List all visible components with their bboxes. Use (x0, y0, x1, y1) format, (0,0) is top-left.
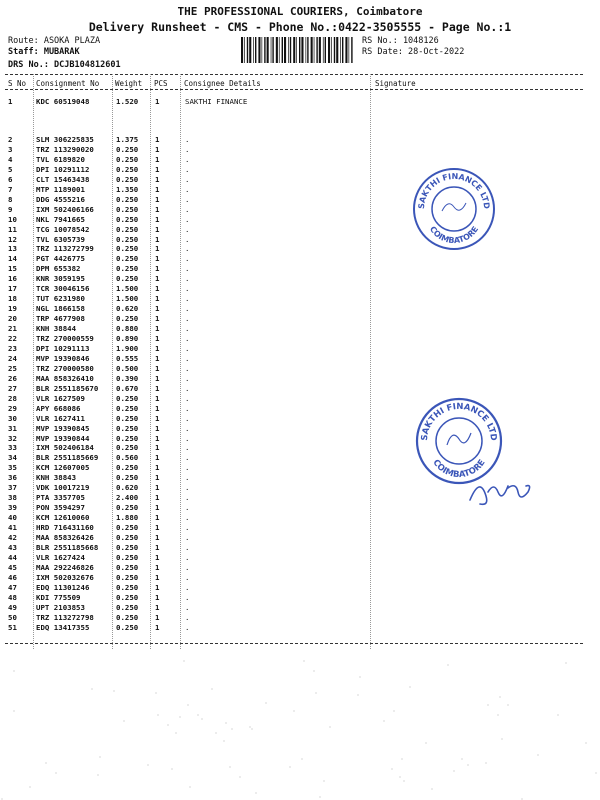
row-weight: 0.250 (116, 592, 139, 602)
scan-noise-icon (0, 660, 600, 800)
row-weight: 0.560 (116, 453, 139, 463)
barcode-icon (241, 37, 355, 63)
row-weight: 0.250 (116, 194, 139, 204)
row-weight: 0.250 (116, 602, 139, 612)
row-consignee: . (185, 254, 190, 264)
row-weight: 0.250 (116, 542, 139, 552)
row-consignee: . (185, 503, 190, 513)
row-pcs: 1 (155, 393, 160, 403)
row-pcs: 1 (155, 413, 160, 423)
row-sno: 12 (8, 234, 17, 244)
row-consignee: . (185, 423, 190, 433)
row-consignment-no: APY 668086 (36, 403, 81, 413)
row-consignee: . (185, 483, 190, 493)
row-consignment-no: PTA 3357705 (36, 493, 85, 503)
row-weight: 0.250 (116, 393, 139, 403)
row-consignment-no: TCG 10078542 (36, 224, 90, 234)
row-sno: 2 (8, 135, 13, 144)
row-weight: 0.250 (116, 562, 139, 572)
row-consignee: . (185, 542, 190, 552)
row-weight: 0.250 (116, 264, 139, 274)
row-consignment-no: KDC 60519048 (36, 97, 90, 106)
row-weight: 0.250 (116, 503, 139, 513)
row-pcs: 1 (155, 204, 160, 214)
row-consignment-no: HRD 716431160 (36, 523, 94, 533)
row-consignee: . (185, 513, 190, 523)
row-consignee: . (185, 453, 190, 463)
row-consignee: . (185, 343, 190, 353)
row-sno: 13 (8, 244, 17, 254)
row-sno: 36 (8, 473, 17, 483)
row-weight: 1.500 (116, 284, 139, 294)
row-weight: 0.390 (116, 373, 139, 383)
row-consignment-no: MAA 858326410 (36, 373, 94, 383)
row-pcs: 1 (155, 144, 160, 154)
row-consignee: . (185, 135, 190, 144)
row-consignment-no: BLR 2551185668 (36, 542, 99, 552)
header-rule-top (5, 74, 583, 75)
row-pcs: 1 (155, 244, 160, 254)
row-consignment-no: MAA 292246826 (36, 562, 94, 572)
row-consignee: . (185, 194, 190, 204)
row-consignment-no: TUT 6231980 (36, 294, 85, 304)
row-weight: 0.890 (116, 334, 139, 343)
row-consignee: . (185, 552, 190, 562)
row-weight: 0.250 (116, 314, 139, 324)
row-weight: 1.520 (116, 97, 139, 106)
column-divider (150, 74, 151, 649)
row-pcs: 1 (155, 97, 160, 106)
row-pcs: 1 (155, 154, 160, 164)
row-consignment-no: MTP 1189001 (36, 184, 85, 194)
row-pcs: 1 (155, 304, 160, 314)
staff-label: Staff: MUBARAK (8, 47, 80, 57)
row-consignee: . (185, 363, 190, 373)
row-consignment-no: DPI 10291113 (36, 343, 90, 353)
row-consignment-no: TRZ 113290020 (36, 144, 94, 154)
row-sno: 33 (8, 443, 17, 453)
row-consignee: . (185, 562, 190, 572)
header-signature: Signature (375, 79, 416, 88)
row-consignee: . (185, 592, 190, 602)
row-weight: 0.250 (116, 423, 139, 433)
row-sno: 39 (8, 503, 17, 513)
row-sno: 42 (8, 533, 17, 542)
row-consignment-no: VLR 1627424 (36, 552, 85, 562)
row-weight: 0.250 (116, 413, 139, 423)
row-sno: 25 (8, 363, 17, 373)
row-pcs: 1 (155, 353, 160, 363)
row-sno: 50 (8, 612, 17, 622)
row-consignee: . (185, 433, 190, 443)
rs-date: RS Date: 28-Oct-2022 (362, 47, 465, 57)
row-consignment-no: DDG 4555216 (36, 194, 85, 204)
row-consignee: . (185, 184, 190, 194)
row-pcs: 1 (155, 513, 160, 523)
row-pcs: 1 (155, 403, 160, 413)
row-weight: 2.400 (116, 493, 139, 503)
row-consignment-no: TVL 6189820 (36, 154, 85, 164)
row-pcs: 1 (155, 503, 160, 513)
row-sno: 28 (8, 393, 17, 403)
row-consignment-no: TRZ 270000580 (36, 363, 94, 373)
row-consignment-no: TVL 6305739 (36, 234, 85, 244)
row-sno: 45 (8, 562, 17, 572)
row-consignment-no: MAA 858326426 (36, 533, 94, 542)
row-sno: 48 (8, 592, 17, 602)
row-sno: 43 (8, 542, 17, 552)
row-weight: 0.250 (116, 612, 139, 622)
row-pcs: 1 (155, 483, 160, 493)
row-consignee: . (185, 493, 190, 503)
row-pcs: 1 (155, 383, 160, 393)
row-pcs: 1 (155, 254, 160, 264)
row-sno: 18 (8, 294, 17, 304)
row-weight: 0.880 (116, 324, 139, 334)
row-pcs: 1 (155, 592, 160, 602)
row-weight: 1.375 (116, 135, 139, 144)
row-weight: 0.250 (116, 204, 139, 214)
row-weight: 0.250 (116, 582, 139, 592)
row-pcs: 1 (155, 184, 160, 194)
row-weight: 0.250 (116, 154, 139, 164)
row-pcs: 1 (155, 463, 160, 473)
row-weight: 0.620 (116, 304, 139, 314)
row-pcs: 1 (155, 433, 160, 443)
row-consignment-no: IXM 502406184 (36, 443, 94, 453)
row-weight: 0.670 (116, 383, 139, 393)
row-weight: 0.250 (116, 463, 139, 473)
row-pcs: 1 (155, 493, 160, 503)
row-consignee: . (185, 224, 190, 234)
row-pcs: 1 (155, 373, 160, 383)
row-sno: 23 (8, 343, 17, 353)
row-sno: 10 (8, 214, 17, 224)
row-weight: 0.250 (116, 473, 139, 483)
row-pcs: 1 (155, 334, 160, 343)
row-consignment-no: KCM 12610060 (36, 513, 90, 523)
row-sno: 6 (8, 174, 13, 184)
row-pcs: 1 (155, 214, 160, 224)
row-pcs: 1 (155, 453, 160, 463)
row-sno: 8 (8, 194, 13, 204)
row-pcs: 1 (155, 602, 160, 612)
row-pcs: 1 (155, 274, 160, 284)
row-consignee: . (185, 294, 190, 304)
row-consignment-no: PGT 4426775 (36, 254, 85, 264)
row-consignee: . (185, 264, 190, 274)
row-consignment-no: TCR 30046156 (36, 284, 90, 294)
row-consignee: . (185, 602, 190, 612)
row-sno: 21 (8, 324, 17, 334)
row-sno: 17 (8, 284, 17, 294)
row-pcs: 1 (155, 562, 160, 572)
row-sno: 15 (8, 264, 17, 274)
row-weight: 0.250 (116, 433, 139, 443)
row-sno: 16 (8, 274, 17, 284)
row-consignment-no: KNR 3059195 (36, 274, 85, 284)
row-sno: 24 (8, 353, 17, 363)
row-pcs: 1 (155, 363, 160, 373)
row-sno: 9 (8, 204, 13, 214)
row-consignee: . (185, 214, 190, 224)
row-pcs: 1 (155, 343, 160, 353)
column-divider (180, 74, 181, 649)
row-pcs: 1 (155, 264, 160, 274)
row-consignee: . (185, 413, 190, 423)
row-consignee: . (185, 144, 190, 154)
header-rule-bottom (5, 89, 583, 90)
handwritten-signature-icon (462, 470, 542, 510)
row-sno: 35 (8, 463, 17, 473)
row-pcs: 1 (155, 622, 160, 632)
row-pcs: 1 (155, 294, 160, 304)
row-pcs: 1 (155, 582, 160, 592)
row-pcs: 1 (155, 473, 160, 483)
row-sno: 20 (8, 314, 17, 324)
header-consignee: Consignee Details (184, 79, 261, 88)
row-consignee: . (185, 164, 190, 174)
row-consignment-no: IXM 502032676 (36, 572, 94, 582)
row-consignee: . (185, 284, 190, 294)
column-divider (112, 74, 113, 649)
row-consignee: . (185, 314, 190, 324)
row-weight: 0.250 (116, 214, 139, 224)
row-pcs: 1 (155, 164, 160, 174)
table-rule-end (5, 643, 583, 644)
row-sno: 44 (8, 552, 17, 562)
row-consignee: . (185, 353, 190, 363)
row-pcs: 1 (155, 174, 160, 184)
row-consignee: . (185, 373, 190, 383)
row-consignee: . (185, 334, 190, 343)
column-divider (33, 74, 34, 649)
row-consignee: . (185, 393, 190, 403)
row-consignee: . (185, 443, 190, 453)
row-sno: 5 (8, 164, 13, 174)
row-consignment-no: VLR 1627509 (36, 393, 85, 403)
row-consignment-no: DPI 10291112 (36, 164, 90, 174)
svg-text:SAKTHI FINANCE LTD: SAKTHI FINANCE LTD (416, 171, 492, 210)
row-pcs: 1 (155, 612, 160, 622)
row-pcs: 1 (155, 324, 160, 334)
row-sno: 1 (8, 97, 13, 106)
row-weight: 0.250 (116, 254, 139, 264)
row-sno: 38 (8, 493, 17, 503)
header-weight: Weight (115, 79, 143, 88)
row-weight: 0.250 (116, 552, 139, 562)
row-sno: 30 (8, 413, 17, 423)
row-consignment-no: DPM 655382 (36, 264, 81, 274)
row-consignment-no: KNH 38844 (36, 324, 77, 334)
row-consignee: . (185, 473, 190, 483)
row-sno: 37 (8, 483, 17, 493)
row-sno: 32 (8, 433, 17, 443)
row-consignment-no: MVP 19390846 (36, 353, 90, 363)
row-sno: 47 (8, 582, 17, 592)
document-title: THE PROFESSIONAL COURIERS, Coimbatore (177, 5, 423, 18)
row-consignee: . (185, 244, 190, 254)
row-weight: 0.250 (116, 164, 139, 174)
row-sno: 41 (8, 523, 17, 533)
row-sno: 26 (8, 373, 17, 383)
row-sno: 51 (8, 622, 17, 632)
row-pcs: 1 (155, 552, 160, 562)
row-weight: 1.880 (116, 513, 139, 523)
row-consignment-no: BLR 2551185670 (36, 383, 99, 393)
row-weight: 0.620 (116, 483, 139, 493)
route-label: Route: ASOKA PLAZA (8, 36, 101, 46)
row-consignment-no: KNH 38843 (36, 473, 77, 483)
row-weight: 1.900 (116, 343, 139, 353)
row-consignment-no: MVP 19390844 (36, 433, 90, 443)
row-weight: 1.350 (116, 184, 139, 194)
row-weight: 0.250 (116, 523, 139, 533)
row-consignment-no: TRZ 113272798 (36, 612, 94, 622)
row-weight: 0.250 (116, 144, 139, 154)
row-consignee: . (185, 582, 190, 592)
row-sno: 3 (8, 144, 13, 154)
row-consignee: . (185, 274, 190, 284)
row-consignee: . (185, 523, 190, 533)
drs-number: DRS No.: DCJB104812601 (8, 60, 121, 70)
row-consignment-no: KCM 12607005 (36, 463, 90, 473)
row-consignment-no: UPT 2103853 (36, 602, 85, 612)
row-pcs: 1 (155, 224, 160, 234)
row-consignment-no: CLT 15463438 (36, 174, 90, 184)
row-sno: 40 (8, 513, 17, 523)
svg-text:COIMBATORE: COIMBATORE (430, 457, 488, 481)
row-consignee: . (185, 324, 190, 334)
row-sno: 29 (8, 403, 17, 413)
row-pcs: 1 (155, 234, 160, 244)
row-pcs: 1 (155, 194, 160, 204)
row-pcs: 1 (155, 284, 160, 294)
row-sno: 7 (8, 184, 13, 194)
row-sno: 31 (8, 423, 17, 433)
row-consignment-no: PON 3594297 (36, 503, 85, 513)
row-weight: 0.250 (116, 533, 139, 542)
row-pcs: 1 (155, 135, 160, 144)
row-weight: 0.250 (116, 622, 139, 632)
row-consignee: . (185, 403, 190, 413)
row-sno: 49 (8, 602, 17, 612)
row-consignee: . (185, 622, 190, 632)
row-consignee: . (185, 174, 190, 184)
header-sno: S No (8, 79, 27, 88)
row-pcs: 1 (155, 443, 160, 453)
row-pcs: 1 (155, 572, 160, 582)
row-pcs: 1 (155, 523, 160, 533)
svg-text:COIMBATORE: COIMBATORE (427, 224, 481, 246)
row-consignee: . (185, 154, 190, 164)
row-pcs: 1 (155, 533, 160, 542)
row-consignee: . (185, 533, 190, 542)
row-weight: 0.250 (116, 403, 139, 413)
row-consignee: . (185, 234, 190, 244)
row-consignee: . (185, 612, 190, 622)
row-sno: 22 (8, 334, 17, 343)
row-consignment-no: EDQ 11301246 (36, 582, 90, 592)
row-sno: 46 (8, 572, 17, 582)
column-divider (370, 74, 371, 649)
runsheet-subtitle: Delivery Runsheet - CMS - Phone No.:0422-3505555 - Page No.:1 (88, 20, 512, 34)
row-weight: 0.500 (116, 363, 139, 373)
row-pcs: 1 (155, 314, 160, 324)
row-weight: 0.250 (116, 234, 139, 244)
row-consignment-no: TRZ 270000559 (36, 334, 94, 343)
svg-text:SAKTHI FINANCE LTD: SAKTHI FINANCE LTD (419, 401, 499, 442)
row-weight: 0.250 (116, 572, 139, 582)
row-weight: 0.250 (116, 224, 139, 234)
rs-number: RS No.: 1048126 (362, 36, 439, 46)
row-consignee: . (185, 383, 190, 393)
row-sno: 14 (8, 254, 17, 264)
header-consignment: Consignment No (36, 79, 100, 88)
row-consignment-no: KDI 775509 (36, 592, 81, 602)
row-consignment-no: EDQ 13417355 (36, 622, 90, 632)
row-weight: 0.250 (116, 244, 139, 254)
seal-stamp-icon (410, 165, 498, 253)
row-weight: 0.250 (116, 274, 139, 284)
row-consignment-no: TRZ 113272799 (36, 244, 94, 254)
row-weight: 0.555 (116, 353, 139, 363)
row-sno: 27 (8, 383, 17, 393)
row-pcs: 1 (155, 423, 160, 433)
row-consignment-no: VDK 10017219 (36, 483, 90, 493)
row-consignment-no: NKL 7941665 (36, 214, 85, 224)
row-consignment-no: SLM 306225835 (36, 135, 94, 144)
row-consignee: . (185, 304, 190, 314)
row-weight: 1.500 (116, 294, 139, 304)
row-consignee: . (185, 572, 190, 582)
row-sno: 4 (8, 154, 13, 164)
row-consignee: . (185, 463, 190, 473)
row-consignee: . (185, 204, 190, 214)
row-consignee: SAKTHI FINANCE (185, 97, 248, 106)
row-sno: 11 (8, 224, 17, 234)
row-weight: 0.250 (116, 174, 139, 184)
row-weight: 0.250 (116, 443, 139, 453)
row-sno: 19 (8, 304, 17, 314)
row-pcs: 1 (155, 542, 160, 552)
row-consignment-no: NGL 1866158 (36, 304, 85, 314)
row-consignment-no: TRP 4677908 (36, 314, 85, 324)
row-sno: 34 (8, 453, 17, 463)
row-consignment-no: BLR 2551185669 (36, 453, 99, 463)
header-pcs: PCS (154, 79, 168, 88)
row-consignment-no: IXM 502406166 (36, 204, 94, 214)
row-consignment-no: MVP 19390845 (36, 423, 90, 433)
row-consignment-no: VLR 1627411 (36, 413, 85, 423)
